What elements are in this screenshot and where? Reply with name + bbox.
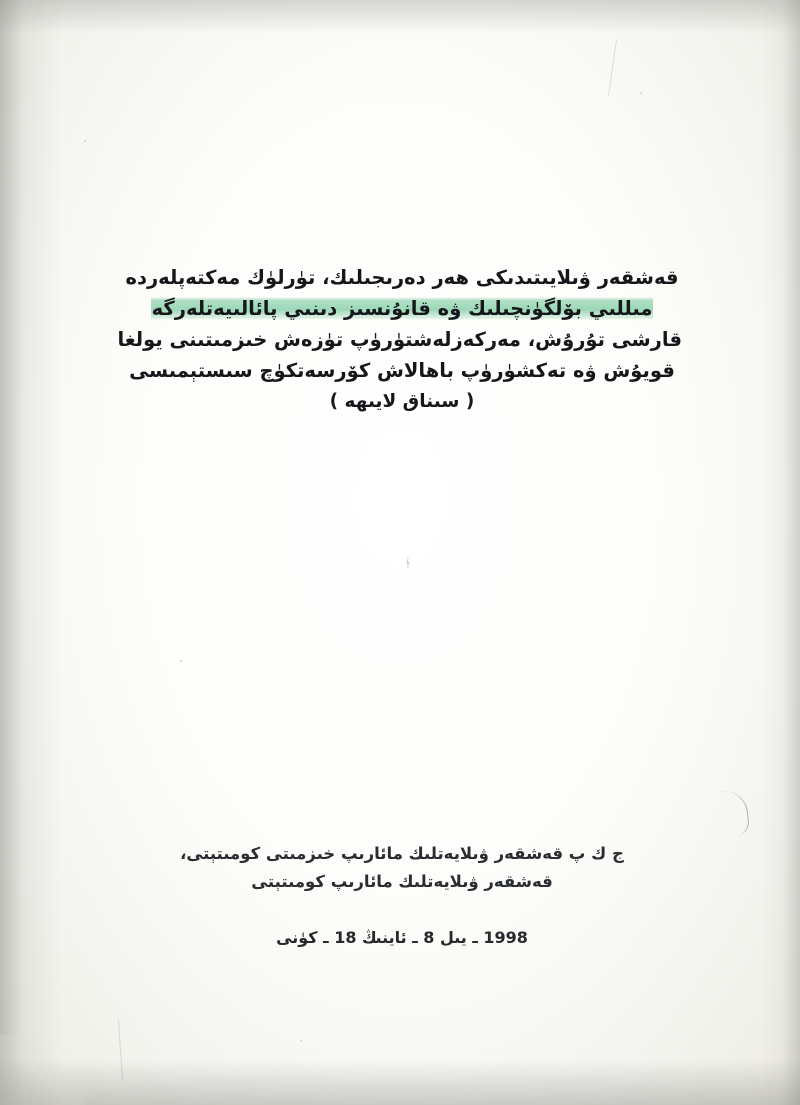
title-line-3: قارشى تۇرۇش، مەركەزلەشتۈرۈپ تۈزەش خىزمىتىنى يولغا bbox=[117, 328, 682, 351]
page-edge-shadow-left bbox=[0, 0, 62, 1105]
document-title bbox=[117, 262, 682, 417]
issuer-line-2: قەشقەر ۋىلايەتلىك مائارىپ كومىتېتى bbox=[251, 872, 553, 891]
highlighted-text: مىللىي بۆلگۈنچىلىك ۋە قانۇنسىز دىنىي پائالىيەتلەرگە bbox=[151, 297, 653, 320]
page-edge-shadow-bottom bbox=[0, 1059, 800, 1105]
scan-speck bbox=[300, 1040, 302, 1042]
stray-pencil-mark: ᛀ bbox=[404, 556, 412, 571]
document-issuer bbox=[120, 840, 684, 896]
page-edge-shadow-top bbox=[0, 0, 800, 34]
scan-speck bbox=[84, 140, 86, 142]
title-line-1: قەشقەر ۋىلايىتىدىكى ھەر دەرىجىلىك، تۈرلۈك مەكتەپلەردە bbox=[125, 266, 679, 289]
issuer-line-1: ج ك پ قەشقەر ۋىلايەتلىك مائارىپ خىزمىتى كومىتېتى، bbox=[180, 844, 624, 863]
page-edge-shadow-right bbox=[760, 0, 800, 1105]
document-date: 1998 ـ يىل 8 ـ ئاينىڭ 18 ـ كۈنى bbox=[276, 928, 528, 947]
scan-speck bbox=[640, 92, 642, 94]
scan-speck bbox=[180, 660, 182, 662]
title-line-2 bbox=[122, 293, 682, 324]
page-corner-fold bbox=[0, 1035, 86, 1105]
title-line-4: قويۇش ۋە تەكشۈرۈپ باھالاش كۆرسەتكۈچ سىستېمىسى bbox=[129, 359, 675, 382]
title-subtitle-line: ( سىناق لايىھە ) bbox=[329, 391, 475, 412]
